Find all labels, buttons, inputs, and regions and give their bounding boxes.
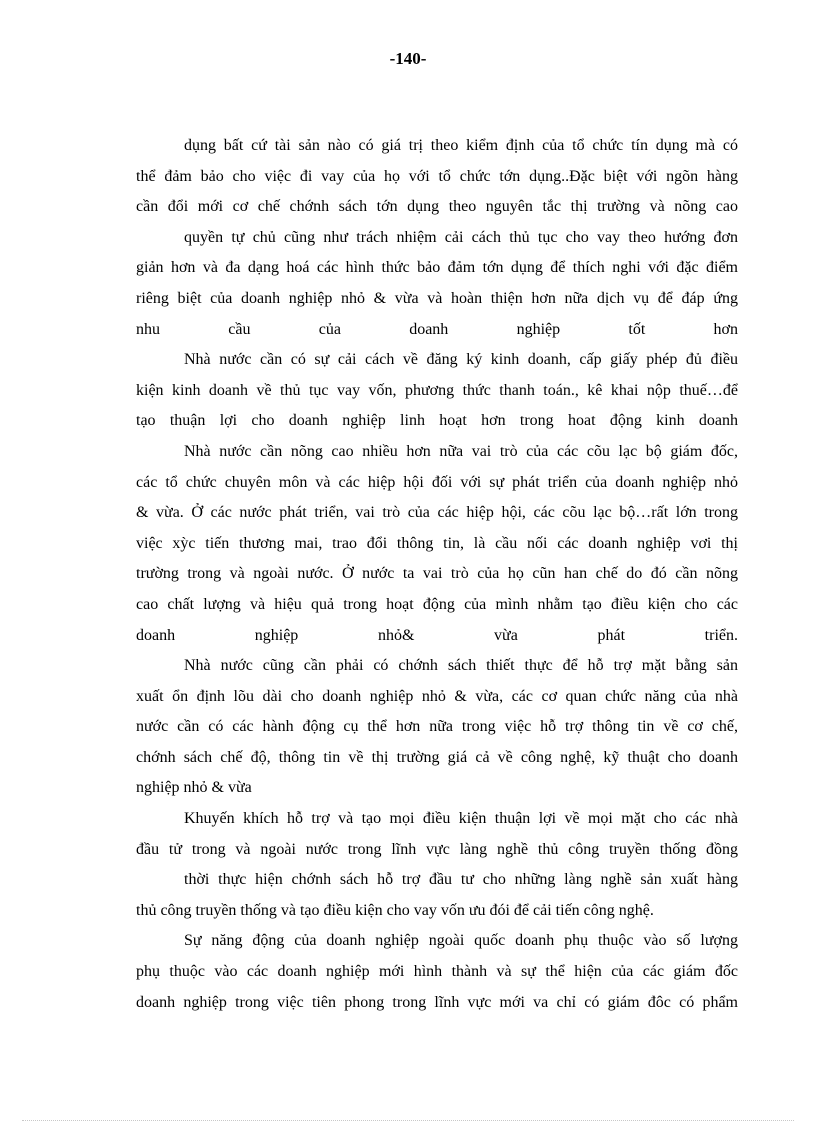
text-line: chớnh sách chế độ, thông tin về thị trường giá cả về công nghệ, kỹ thuật cho doanh: [136, 748, 738, 766]
text-line: doanh nghiệp trong việc tiên phong trong lĩnh vực mới va chỉ có giám đôc có phẩm: [136, 993, 738, 1011]
text-line: Nhà nước cần có sự cải cách về đăng ký kinh doanh, cấp giấy phép đủ điều: [184, 351, 738, 369]
text-line: cao chất lượng và hiệu quả trong hoạt động của mình nhằm tạo điều kiện cho các: [136, 595, 738, 613]
text-line: doanh nghiệp nhỏ& vừa phát triển.: [136, 626, 738, 644]
text-line: riêng biệt của doanh nghiệp nhỏ & vừa và hoàn thiện hơn nữa dịch vụ để đáp ứng: [136, 289, 738, 307]
text-line: thể đảm bảo cho việc đi vay của họ với tổ chức tớn dụng..Đặc biệt với ngõn hàng: [136, 167, 738, 185]
text-line: Khuyến khích hỗ trợ và tạo mọi điều kiện thuận lợi về mọi mặt cho các nhà: [184, 810, 738, 828]
text-line: thủ công truyền thống và tạo điều kiện cho vay vốn ưu đói để cải tiến công nghệ.: [136, 901, 654, 919]
text-line: các tổ chức chuyên môn và các hiệp hội đối với sự phát triển của doanh nghiệp nhỏ: [136, 473, 738, 491]
text-line: kiện kinh doanh về thủ tục vay vốn, phương thức thanh toán., kê khai nộp thuế…để: [136, 381, 738, 399]
text-line: nước cần có các hành động cụ thể hơn nữa trong việc hỗ trợ thông tin về cơ chế,: [136, 718, 738, 736]
text-line: & vừa. Ở các nước phát triển, vai trò của các hiệp hội, các cõu lạc bộ…rất lớn trong: [136, 504, 738, 522]
text-line: Nhà nước cũng cần phải có chớnh sách thiết thực để hỗ trợ mặt bằng sản: [184, 657, 738, 675]
text-line: trường trong và ngoài nước. Ở nước ta vai trò của họ cũn han chế do đó cần nõng: [136, 565, 738, 583]
text-line: phụ thuộc vào các doanh nghiệp mới hình thành và sự thể hiện của các giám đốc: [136, 963, 738, 981]
page-number: -140-: [389, 49, 427, 68]
text-line: cần đổi mới cơ chế chớnh sách tớn dụng theo nguyên tắc thị trường và nõng cao: [136, 198, 738, 216]
text-line: giản hơn và đa dạng hoá các hình thức bảo đảm tớn dụng để thích nghi với đặc điểm: [136, 259, 738, 277]
text-line: dụng bất cứ tài sản nào có giá trị theo kiểm định của tổ chức tín dụng mà có: [184, 137, 738, 154]
text-line: nghiệp nhỏ & vừa: [136, 779, 252, 797]
text-line: đầu tử trong và ngoài nước trong lĩnh vực làng nghề thủ công truyền thống đồng: [136, 840, 738, 858]
text-line: xuất ổn định lõu dài cho doanh nghiệp nhỏ & vừa, các cơ quan chức năng của nhà: [136, 687, 738, 705]
text-line: Sự năng động của doanh nghiệp ngoài quốc doanh phụ thuộc vào số lượng: [184, 932, 738, 950]
page-bottom-rule: [22, 1120, 794, 1121]
text-line: quyền tự chủ cũng như trách nhiệm cải cách thủ tục cho vay theo hướng đơn: [184, 228, 738, 246]
text-line: việc xỳc tiến thương mai, trao đổi thông tin, là cầu nối các doanh nghiệp vơi thị: [136, 534, 738, 552]
text-line: tạo thuận lợi cho doanh nghiệp linh hoạt hơn trong hoat động kinh doanh: [136, 412, 738, 430]
text-line: nhu cầu của doanh nghiệp tốt hơn: [136, 320, 738, 338]
text-line: Nhà nước cần nõng cao nhiều hơn nữa vai trò của các cõu lạc bộ giám đốc,: [184, 442, 738, 460]
body-text: [136, 131, 738, 1018]
text-line: thời thực hiện chớnh sách hỗ trợ đầu tư cho những làng nghề sản xuất hàng: [184, 871, 738, 889]
